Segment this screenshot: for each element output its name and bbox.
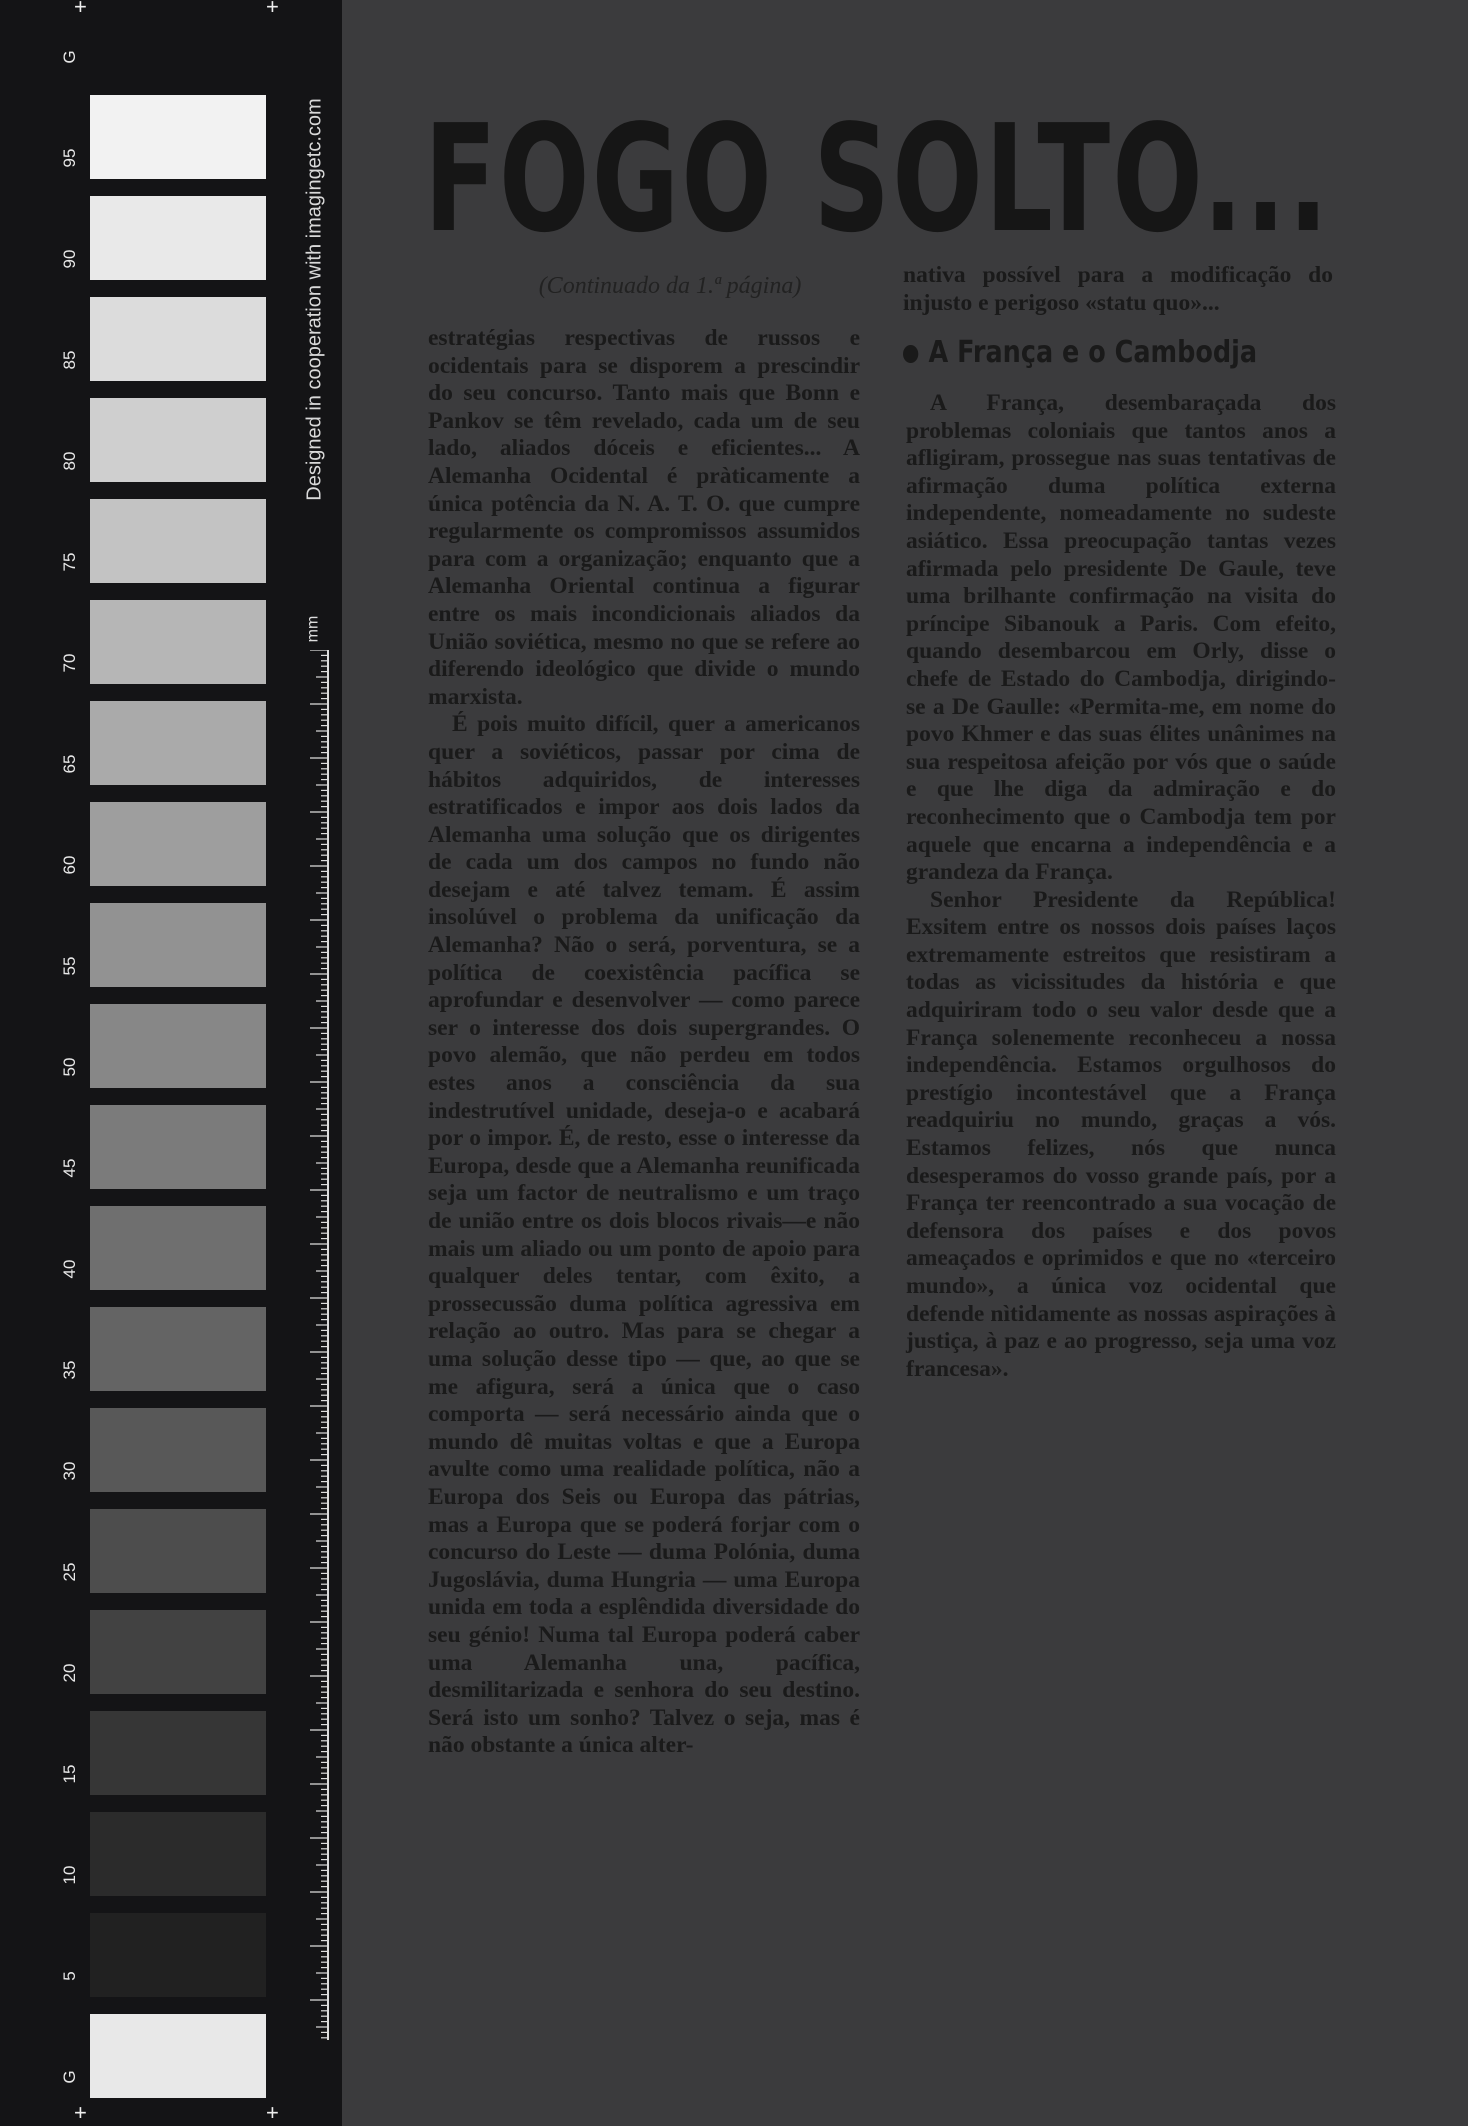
scale-number: 30 bbox=[60, 1461, 79, 1481]
unit-label: mm bbox=[304, 615, 322, 643]
scale-number: 80 bbox=[60, 451, 79, 471]
gray-swatch bbox=[90, 701, 266, 785]
column-right-continuation bbox=[903, 262, 1333, 317]
bullet-icon bbox=[903, 345, 918, 363]
scale-number: 25 bbox=[60, 1562, 79, 1582]
gray-swatch bbox=[90, 297, 266, 381]
gray-swatch bbox=[90, 1206, 266, 1290]
gray-swatch bbox=[90, 903, 266, 987]
brand-text: Designed in cooperation with imagingetc.com bbox=[303, 98, 326, 501]
gray-swatch bbox=[90, 1105, 266, 1189]
paragraph: A França, desembaraçada dos problemas coloniais que tantos anos a afligiram, prossegue nas suas tentativas de afirmação duma política externa independente, nomeadamente no sudeste asiático. Essa preocupação tantas vezes afirmada pelo presidente De Gaule, teve uma brilhante confirmação na visita do príncipe Sibanouk a Paris. Com efeito, quando desembarcou em Orly, disse o chefe de Estado do Cambodja, dirigindo-se a De Gaulle: «Permita-me, em nome do povo Khmer e das suas élites unânimes na sua respeitosa afeição por vós que o saúde e que lhe diga da admiração e do reconhecimento que o Cambodja tem por aquele que encarna a independência e a grandeza da França. bbox=[906, 390, 1336, 886]
registration-mark: + bbox=[74, 2100, 87, 2125]
gray-swatch bbox=[90, 1509, 266, 1593]
scale-number: 20 bbox=[60, 1663, 79, 1683]
gray-swatch bbox=[90, 499, 266, 583]
gray-swatch bbox=[90, 1307, 266, 1391]
scale-number: 55 bbox=[60, 956, 79, 976]
registration-mark: + bbox=[266, 2100, 279, 2125]
gray-swatch bbox=[90, 802, 266, 886]
gray-swatch bbox=[90, 398, 266, 482]
column-right bbox=[906, 390, 1336, 1383]
paragraph: nativa possível para a modificação do injusto e perigoso «statu quo»... bbox=[903, 262, 1333, 316]
scale-number: 50 bbox=[60, 1057, 79, 1077]
registration-mark: + bbox=[266, 0, 279, 19]
scale-number: 10 bbox=[60, 1865, 79, 1885]
millimeter-ruler bbox=[300, 650, 330, 2040]
gray-swatch bbox=[90, 600, 266, 684]
scale-numbers bbox=[50, 0, 90, 2126]
subheading: A França e o Cambodja bbox=[903, 335, 1269, 370]
column-left bbox=[428, 325, 860, 1760]
gray-swatch bbox=[90, 196, 266, 280]
scale-number: 65 bbox=[60, 754, 79, 774]
gray-swatch bbox=[90, 1004, 266, 1088]
scale-number: G bbox=[60, 50, 79, 64]
continued-note: (Continuado da 1.ª página) bbox=[538, 273, 802, 299]
scale-number: 85 bbox=[60, 350, 79, 370]
registration-mark: + bbox=[74, 0, 87, 19]
scale-number: 60 bbox=[60, 855, 79, 875]
scale-number: 35 bbox=[60, 1360, 79, 1380]
headline: FOGO SOLTO... bbox=[424, 93, 1331, 265]
scale-number: 90 bbox=[60, 249, 79, 269]
gray-swatch bbox=[90, 2014, 266, 2098]
scale-number: G bbox=[60, 2070, 79, 2084]
calibration-strip bbox=[0, 0, 342, 2126]
scale-number: 40 bbox=[60, 1259, 79, 1279]
gray-swatch bbox=[90, 1610, 266, 1694]
scale-number: 45 bbox=[60, 1158, 79, 1178]
paragraph: É pois muito difícil, quer a americanos quer a soviéticos, passar por cima de hábitos adquiridos, de interesses estratificados e impor aos dois lados da Alemanha uma solução que os dirigentes de cada um dos campos no fundo não desejam e até talvez temam. É assim insolúvel o problema da unificação da Alemanha? Não o será, porventura, se a política de coexistência pacífica se aprofundar e desenvolver — como parece ser o interesse dos dois supergrandes. O povo alemão, que não perdeu em todos estes anos a consciência da sua indestrutível unidade, deseja-o e acabará por o impor. É, de resto, esse o interesse da Europa, desde que a Alemanha reunificada seja um factor de neutralismo e um traço de união entre os dois blocos rivais—e não mais um aliado ou um ponto de apoio para qualquer deles tentar, com êxito, a prossecussão duma política agressiva em relação ao outro. Mas para se chegar a uma solução desse tipo — que, ao que se me afigura, será a única que o caso comporta — será necessário ainda que o mundo dê muitas voltas e que a Europa avulte como uma realidade política, não a Europa dos Seis ou Europa das pátrias, mas a Europa que se poderá forjar com o concurso do Leste — duma Polónia, duma Jugoslávia, duma Hungria — uma Europa unida em toda a esplêndida diversidade do seu génio! Numa tal Europa poderá caber uma Alemanha una, pacífica, desmilitarizada e senhora do seu destino. Será isto um sonho? Talvez o seja, mas é não obstante a única alter- bbox=[428, 711, 860, 1759]
scale-number: 75 bbox=[60, 552, 79, 572]
scale-number: 15 bbox=[60, 1764, 79, 1784]
gray-swatch bbox=[90, 1913, 266, 1997]
paragraph: Senhor Presidente da República! Exsitem entre os nossos dois países laços extremamente estreitos que resistiram a todas as vicissitudes da história e que adquiriram todo o seu valor desde que a França solenemente reconheceu a nossa independência. Estamos orgulhosos do prestígio incontestável que a França readquiriu no mundo, graças a vós. Estamos felizes, nós que nunca desesperamos do vosso grande país, por a França ter reencontrado a sua vocação de defensora dos países e dos povos ameaçados e oprimidos e que no «terceiro mundo», a única voz ocidental que defende nìtidamente as nossas aspirações à justiça, à paz e ao progresso, seja uma voz francesa». bbox=[906, 886, 1336, 1382]
paragraph: estratégias respectivas de russos e ocidentais para se disporem a prescindir do seu concurso. Tanto mais que Bonn e Pankov se têm revelado, cada um de seu lado, aliados dóceis e eficientes... A Alemanha Ocidental é pràticamente a única potência da N. A. T. O. que cumpre regularmente os compromissos assumidos para com a organização; enquanto que a Alemanha Oriental continua a figurar entre os mais incondicionais aliados da União soviética, mesmo no que se refere ao diferendo ideológico que divide o mundo marxista. bbox=[428, 325, 860, 710]
gray-swatch bbox=[90, 1408, 266, 1492]
gray-swatch bbox=[90, 1711, 266, 1795]
gray-swatch bbox=[90, 1812, 266, 1896]
scale-number: 95 bbox=[60, 148, 79, 168]
scale-number: 70 bbox=[60, 653, 79, 673]
scale-number: 5 bbox=[60, 1971, 79, 1981]
gray-swatch bbox=[90, 95, 266, 179]
